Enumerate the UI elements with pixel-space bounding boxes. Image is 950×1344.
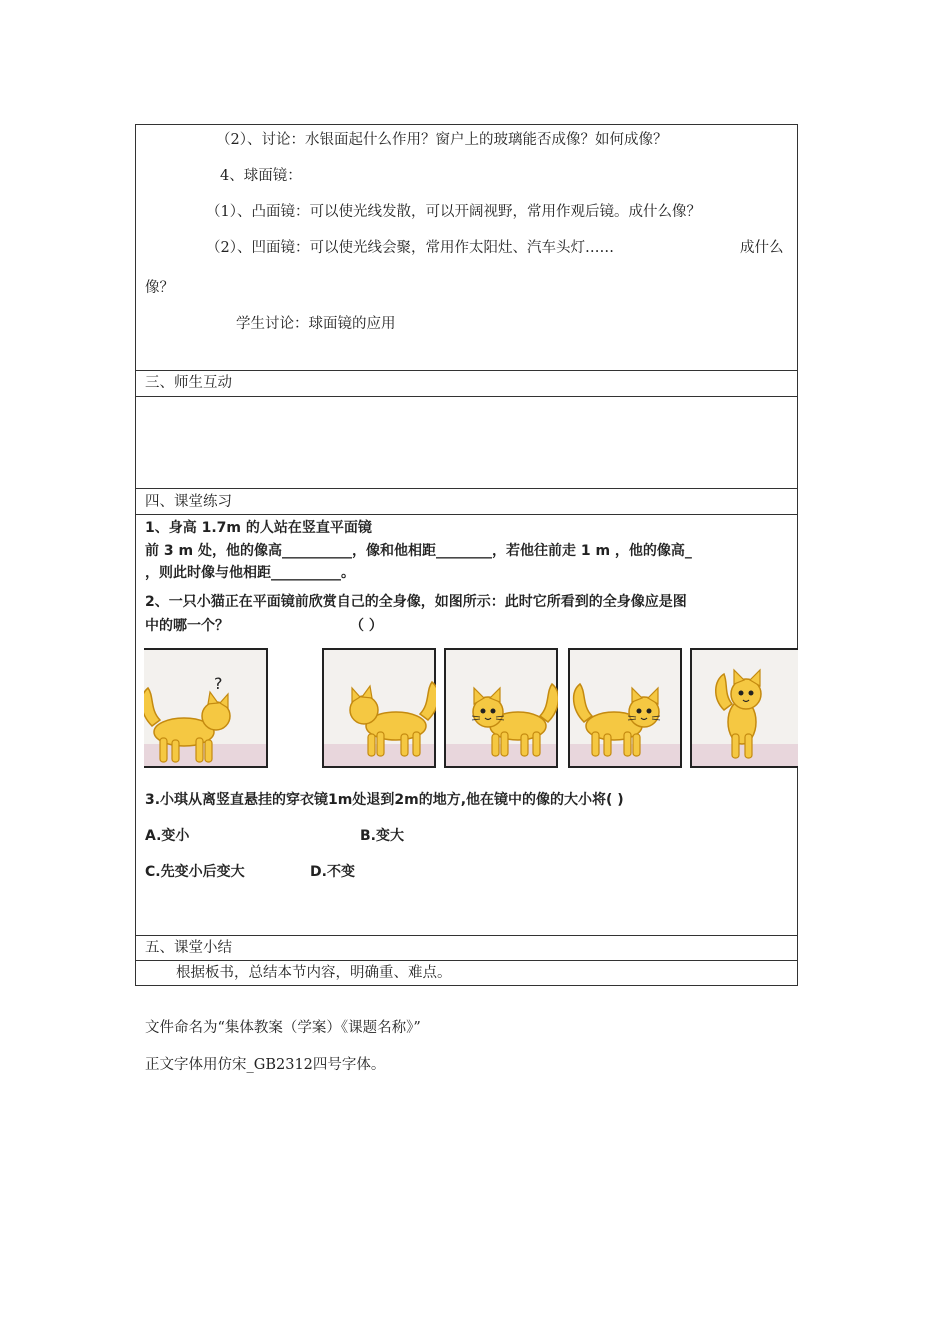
cat-option-3-frame	[568, 648, 682, 768]
q2-line-2: 中的哪一个？	[145, 618, 229, 634]
cat-figure-strip	[136, 648, 798, 768]
option-a: A.变小	[145, 828, 190, 844]
footer-font-rule: 正文字体用仿宋_GB2312四号字体。	[145, 1057, 386, 1073]
q1-line-1: 1、身高 1.7m 的人站在竖直平面镜	[145, 520, 372, 536]
section-two-cell	[136, 125, 797, 371]
footer-naming-rule: 文件命名为“集体教案（学案）《课题名称》”	[145, 1020, 421, 1036]
discuss-2-text: （2）、讨论：水银面起什么作用？窗户上的玻璃能否成像？如何成像？	[216, 132, 668, 148]
q2-line-1: 2、一只小猫正在平面镜前欣赏自己的全身像，如图所示：此时它所看到的全身像应是图	[145, 594, 687, 610]
cat-image-option-4	[692, 650, 798, 766]
option-d: D.不变	[310, 864, 355, 880]
cat-image-option-1	[324, 650, 436, 766]
cat-image-option-2	[446, 650, 558, 766]
cat-image-original	[144, 650, 264, 766]
section-three-header	[136, 371, 797, 397]
section-five-body	[136, 961, 797, 985]
section-three-body	[136, 397, 797, 489]
original-cat-frame	[144, 648, 268, 768]
section-five-header	[136, 936, 797, 961]
cat-option-1-frame	[322, 648, 436, 768]
q3-text: 3.小琪从离竖直悬挂的穿衣镜1m处退到2m的地方,他在镜中的像的大小将( )	[145, 792, 624, 808]
concave-mirror-cont: 像？	[145, 280, 174, 296]
section-four-header	[136, 489, 797, 515]
section-five-content: 根据板书，总结本节内容，明确重、难点。	[176, 965, 452, 981]
student-discussion-text: 学生讨论：球面镜的应用	[236, 316, 396, 332]
q1-line-2: 前 3 m 处，他的像高__________，像和他相距________，若他往前走 1 m ，他的像高_	[145, 543, 692, 559]
q1-line-3: ，则此时像与他相距__________。	[145, 565, 355, 581]
cat-option-2-frame	[444, 648, 558, 768]
section-three-title: 三、师生互动	[145, 375, 232, 391]
item-4-text: 4、球面镜：	[220, 168, 302, 184]
lesson-table	[135, 124, 798, 986]
concave-mirror-tail: 成什么	[740, 240, 784, 256]
concave-mirror-text: （2）、凹面镜：可以使光线会聚，常用作太阳灶、汽车头灯……	[206, 240, 614, 256]
section-four-title: 四、课堂练习	[145, 494, 232, 510]
cat-option-4-frame	[690, 648, 798, 768]
question-mark: ?	[214, 674, 223, 693]
option-b: B.变大	[360, 828, 404, 844]
q2-answer-paren: （ ）	[350, 618, 383, 634]
cat-image-option-3	[570, 650, 682, 766]
convex-mirror-text: （1）、凸面镜：可以使光线发散，可以开阔视野，常用作观后镜。成什么像？	[206, 204, 701, 220]
section-five-title: 五、课堂小结	[145, 940, 232, 956]
option-c: C.先变小后变大	[145, 864, 245, 880]
